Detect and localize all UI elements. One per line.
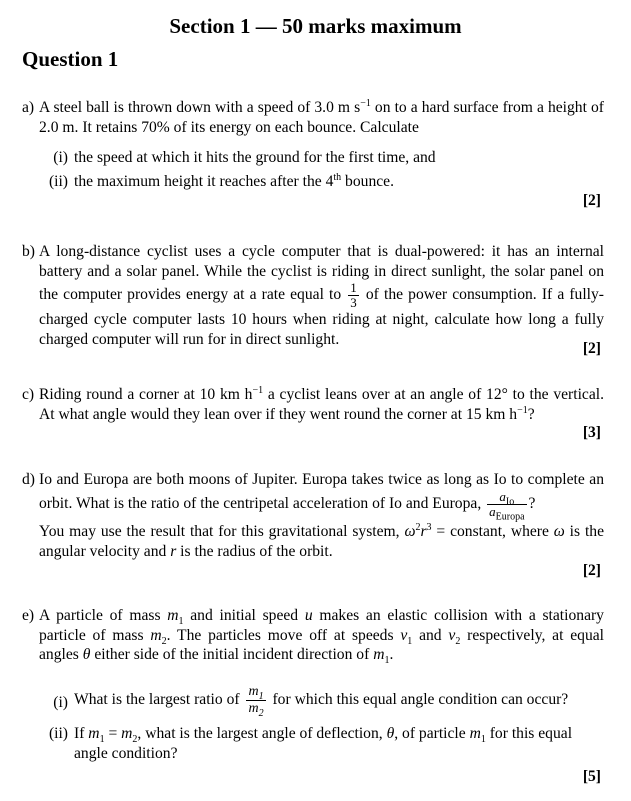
part-e-sub-ii-label: (ii): [48, 725, 68, 742]
part-d-text: Io and Europa are both moons of Jupiter. Europa takes twice as long as Io to complete an orbit. What is the ratio of the centripetal acceleration of Io and Europa, $\frac{a_{Io}}{a_{Europa}}$ ?: [39, 471, 604, 523]
part-e-sub-i-text: What is the largest ratio of $\frac{m_1}{m_2}$ for which this equal angle condition can occur?: [74, 684, 569, 719]
part-e-text: A particle of mass $m_1$ and initial speed u makes an elastic collision with a stationary particle of mass $m_2$. The particles move off at speeds $v_1$ and $v_2$ respectively, at equal angles θ either side of the initial incident direction of $m_1$.: [39, 607, 605, 667]
part-a-sub-i-text: the speed at which it hits the ground for the first time, and: [74, 149, 436, 166]
part-b-label: b): [22, 243, 35, 260]
part-e-sub-i-label: (i): [53, 694, 68, 711]
part-c-label: c): [22, 386, 35, 403]
question-title: Question 1: [22, 47, 119, 71]
section-title: Section 1 — 50 marks maximum: [169, 14, 462, 38]
part-a-text: A steel ball is thrown down with a speed of 3.0 m $s^{-1}$ on to a hard surface from a height of 2.0 m. It retains 70% of its energy on each bounce. Calculate: [39, 97, 604, 136]
part-d-label: d): [22, 471, 35, 488]
part-e-sub-ii-text: If $m_1 = m_2$, what is the largest angle of deflection, θ, of particle $m_1$ for this equal angle condition?: [74, 725, 573, 762]
acceleration-ratio-fraction: $\frac{a_{Io}}{a_{Europa}}$: [489, 488, 525, 523]
part-e-label: e): [22, 607, 35, 624]
fraction-one-third: $\frac{1}{3}$: [350, 280, 357, 310]
part-b-text: A long-distance cyclist uses a cycle computer that is dual-powered: it has an internal battery and a solar panel. While the cyclist is riding in direct sunlight, the solar panel on the computer provides energy at a rate equal to $\frac{1}{3}$ of the power consumption. If a fully-charged cycle computer lasts 10 hours when riding at night, calculate how long a fully charged computer will run for in direct sunlight.: [39, 243, 604, 348]
part-a-sub-ii-label: (ii): [48, 173, 68, 190]
part-e-marks: [5]: [582, 768, 601, 785]
part-c-marks: [3]: [582, 424, 601, 441]
part-b-marks: [2]: [582, 340, 601, 357]
part-a-sub-ii-text: the maximum height it reaches after the 4th bounce.: [74, 171, 394, 190]
part-a-label: a): [22, 99, 35, 116]
part-d-marks: [2]: [582, 562, 601, 579]
part-d-hint: You may use the result that for this gravitational system, $\omega^2r^3$ = constant, where ω is the angular velocity and r is the radius of the orbit.: [39, 521, 604, 560]
part-c-text: Riding round a corner at 10 km $h^{-1}$ a cyclist leans over at an angle of 12° to the vertical. At what angle would they lean over if they went round the corner at 15 km $h^{-1}$?: [39, 384, 604, 423]
mass-ratio-fraction: $\frac{m_1}{m_2}$: [248, 684, 264, 719]
part-a-marks: [2]: [582, 192, 601, 209]
part-a-sub-i-label: (i): [53, 149, 68, 166]
